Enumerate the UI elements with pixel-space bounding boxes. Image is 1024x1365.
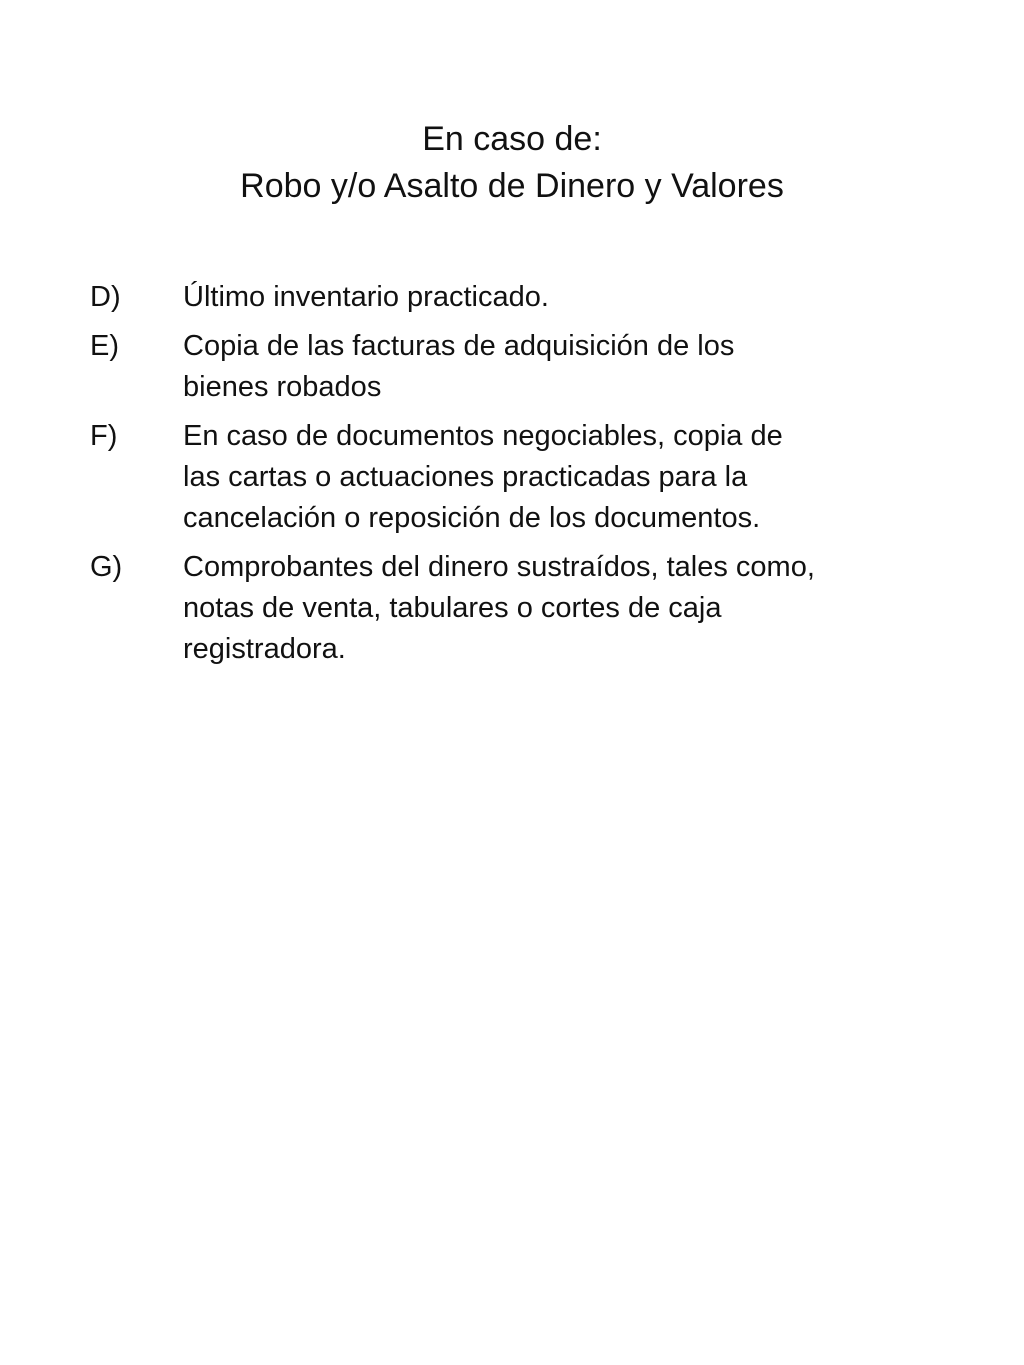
item-text-line: bienes robados	[183, 371, 382, 403]
item-text	[183, 277, 950, 318]
item-text-line: cancelación o reposición de los documentos.	[183, 502, 761, 534]
item-text	[183, 547, 950, 670]
item-letter: E)	[90, 330, 119, 362]
requirements-list	[90, 277, 950, 678]
item-text-line: En caso de documentos negociables, copia de	[183, 420, 783, 452]
item-text	[183, 416, 950, 539]
list-item-f	[90, 416, 950, 539]
item-letter: D)	[90, 281, 121, 313]
item-text-line: registradora.	[183, 633, 346, 665]
list-item-d	[90, 277, 950, 318]
list-item-g	[90, 547, 950, 670]
item-text-line: Copia de las facturas de adquisición de los	[183, 330, 735, 362]
slide-title	[0, 116, 1024, 210]
item-text-line: Último inventario practicado.	[183, 281, 549, 313]
item-text-line: Comprobantes del dinero sustraídos, tales como,	[183, 551, 815, 583]
title-line-2: Robo y/o Asalto de Dinero y Valores	[240, 167, 784, 205]
item-text-line: notas de venta, tabulares o cortes de caja	[183, 592, 722, 624]
item-text	[183, 326, 950, 408]
item-letter: F)	[90, 420, 118, 452]
item-letter: G)	[90, 551, 123, 583]
item-text-line: las cartas o actuaciones practicadas para la	[183, 461, 748, 493]
title-line-1: En caso de:	[422, 120, 602, 158]
list-item-e	[90, 326, 950, 408]
